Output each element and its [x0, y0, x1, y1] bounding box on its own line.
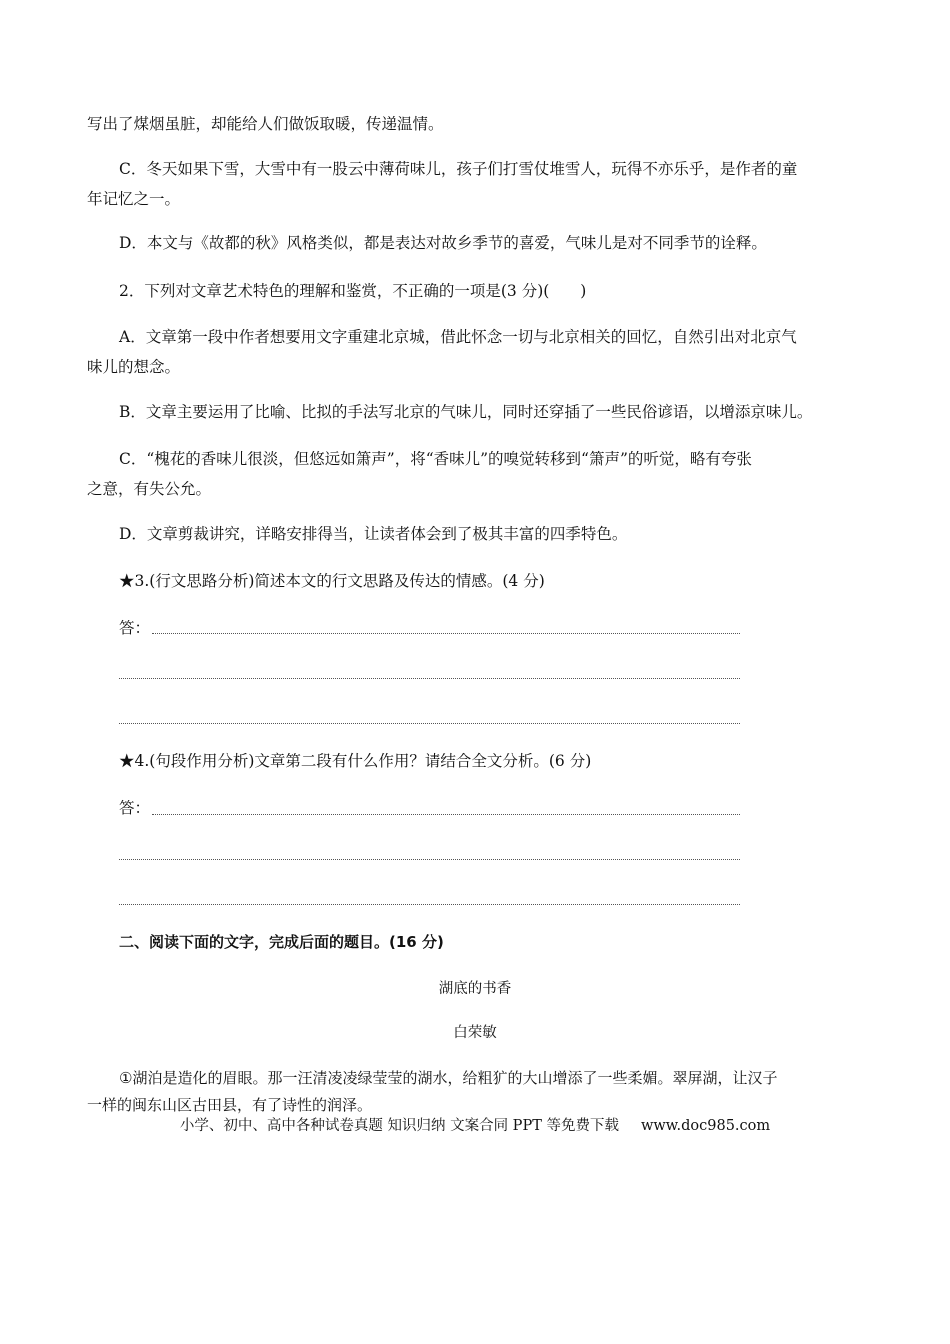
q4-answer-label: 答：: [119, 799, 151, 817]
footer-url[interactable]: www.doc985.com: [640, 1118, 771, 1134]
q2-option-c-continuation: 之意，有失公允。: [87, 480, 212, 498]
q2-option-b: B．文章主要运用了比喻、比拟的手法写北京的气味儿，同时还穿插了一些民俗谚语，以增添京味儿。: [119, 403, 813, 421]
section-2-heading: 二、阅读下面的文字，完成后面的题目。(16 分): [119, 933, 444, 951]
option-b-continuation: 写出了煤烟虽脏，却能给人们做饭取暖，传递温情。: [87, 115, 444, 133]
page-footer: [0, 1116, 950, 1136]
q2-option-c: C．“槐花的香味儿很淡，但悠远如箫声”，将“香味儿”的嗅觉转移到“箫声”的听觉，略有夸张: [119, 450, 752, 468]
paragraph-1: ①湖泊是造化的眉眼。那一汪清凌凌绿莹莹的湖水，给粗犷的大山增添了一些柔媚。翠屏湖，让汉子: [119, 1069, 778, 1087]
q2-option-d: D．文章剪裁讲究，详略安排得当，让读者体会到了极其丰富的四季特色。: [119, 525, 628, 543]
question-4: ★4.(句段作用分析)文章第二段有什么作用？请结合全文分析。(6 分): [119, 752, 592, 770]
q2-option-a-continuation: 味儿的想念。: [87, 358, 181, 376]
q3-answer-line-2[interactable]: [119, 678, 740, 679]
footer-text: 小学、初中、高中各种试卷真题 知识归纳 文案合同 PPT 等免费下载: [179, 1118, 619, 1134]
q3-answer-label: 答：: [119, 619, 151, 637]
q1-option-d: D．本文与《故都的秋》风格类似，都是表达对故乡季节的喜爱，气味儿是对不同季节的诠释。: [119, 234, 767, 252]
q1-option-c: C．冬天如果下雪，大雪中有一股云中薄荷味儿，孩子们打雪仗堆雪人，玩得不亦乐乎，是作者的童: [119, 160, 798, 178]
paragraph-1-continuation: 一样的闽东山区古田县，有了诗性的润泽。: [87, 1096, 373, 1114]
q4-answer-line-2[interactable]: [119, 859, 740, 860]
article-title: 湖底的书香: [438, 981, 512, 997]
q1-option-c-continuation: 年记忆之一。: [87, 190, 181, 208]
q3-answer-line-1[interactable]: [152, 633, 740, 634]
q2-option-a: A．文章第一段中作者想要用文字重建北京城，借此怀念一切与北京相关的回忆，自然引出对北京气: [119, 328, 797, 346]
q4-answer-line-1[interactable]: [152, 814, 740, 815]
article-author: 白荣敏: [453, 1025, 497, 1041]
question-2: 2．下列对文章艺术特色的理解和鉴赏，不正确的一项是(3 分)( ): [119, 282, 587, 300]
q3-answer-line-3[interactable]: [119, 723, 740, 724]
question-3: ★3.(行文思路分析)简述本文的行文思路及传达的情感。(4 分): [119, 572, 545, 590]
q4-answer-line-3[interactable]: [119, 904, 740, 905]
